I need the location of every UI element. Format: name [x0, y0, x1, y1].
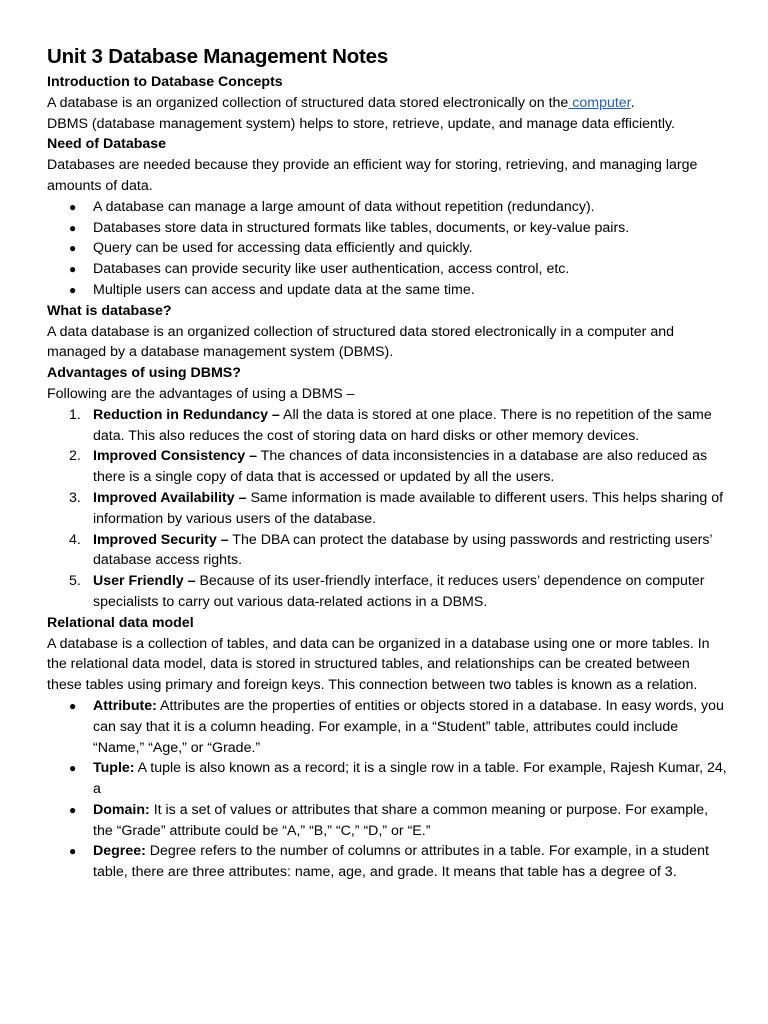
list-number: 2.	[69, 448, 81, 465]
intro-text-after-link: .	[630, 94, 635, 111]
list-item	[47, 280, 728, 301]
page-title: Unit 3 Database Management Notes	[47, 45, 389, 68]
bullet-icon: ●	[69, 761, 77, 776]
list-item-term: Improved Consistency –	[93, 448, 257, 465]
list-item	[47, 218, 728, 239]
list-item-text: Databases store data in structured formats like tables, documents, or key-value pairs.	[93, 219, 630, 236]
list-number: 5.	[69, 573, 81, 590]
section-heading-relational: Relational data model	[47, 614, 194, 631]
list-item	[47, 571, 728, 613]
intro-text-before-link: A database is an organized collection of structured data stored electronically on the	[47, 94, 569, 111]
list-item	[47, 238, 728, 259]
section-heading-need: Need of Database	[47, 136, 167, 153]
list-item-term: Improved Security –	[93, 531, 229, 548]
what-paragraph: A data database is an organized collection of structured data stored electronically in a computer and managed by a database management system (DBMS).	[47, 323, 674, 361]
advantages-numbered-list	[47, 405, 728, 613]
list-item	[47, 488, 728, 530]
relational-bullet-list	[47, 696, 728, 883]
list-item-term: Attribute:	[93, 697, 157, 714]
list-item-term: Tuple:	[93, 760, 135, 777]
list-item-term: User Friendly –	[93, 573, 196, 590]
list-item-text: Attributes are the properties of entities or objects stored in a database. In easy words, you can say that it is a column heading. For example, in a “Student” table, attributes could include “Name,” “Age,” or “Grade.”	[93, 697, 724, 756]
list-item	[47, 259, 728, 280]
list-item-text: The DBA can protect the database by using passwords and restricting users’ database access rights.	[93, 531, 713, 569]
intro-paragraph-2: DBMS (database management system) helps to store, retrieve, update, and manage data efficiently.	[47, 115, 676, 132]
list-item-text: Same information is made available to different users. This helps sharing of information by various users of the database.	[93, 489, 724, 527]
list-number: 4.	[69, 531, 81, 548]
list-item-text: The chances of data inconsistencies in a database are also reduced as there is a single copy of data that is accessed or updated by all the users.	[93, 448, 708, 486]
bullet-icon: ●	[69, 802, 77, 817]
list-item	[47, 696, 728, 758]
need-bullet-list	[47, 197, 728, 301]
list-item	[47, 758, 728, 800]
list-item	[47, 197, 728, 218]
list-item	[47, 446, 728, 488]
advantages-intro: Following are the advantages of using a DBMS –	[47, 385, 355, 402]
bullet-icon: ●	[69, 262, 77, 277]
bullet-icon: ●	[69, 698, 77, 713]
list-item-term: Domain:	[93, 801, 150, 818]
list-item	[47, 530, 728, 572]
computer-link[interactable]: computer	[568, 94, 631, 111]
section-heading-intro: Introduction to Database Concepts	[47, 74, 283, 90]
list-item-text: Multiple users can access and update data at the same time.	[93, 281, 475, 298]
bullet-icon: ●	[69, 199, 77, 214]
list-number: 3.	[69, 489, 81, 506]
list-item	[47, 841, 728, 883]
list-item-text: It is a set of values or attributes that share a common meaning or purpose. For example, the “Grade” attribute could be “A,” “B,” “C,” “D,” or “E.”	[93, 801, 709, 839]
list-item-term: Degree:	[93, 843, 146, 860]
bullet-icon: ●	[69, 282, 77, 297]
list-item-text: All the data is stored at one place. There is no repetition of the same data. This also reduces the cost of storing data on hard disks or other memory devices.	[93, 406, 712, 444]
list-number: 1.	[69, 406, 81, 423]
list-item	[47, 405, 728, 447]
relational-paragraph: A database is a collection of tables, and data can be organized in a database using one or more tables. In the relational data model, data is stored in structured tables, and relationships can be created between these tables using primary and foreign keys. This connection between two tables is known as a relation.	[47, 635, 710, 694]
list-item-text: Query can be used for accessing data efficiently and quickly.	[93, 240, 473, 257]
list-item-text: A tuple is also known as a record; it is a single row in a table. For example, Rajesh Kumar, 24, a	[93, 760, 727, 798]
list-item-text: Because of its user-friendly interface, it reduces users’ dependence on computer specialists to carry out various data-related actions in a DBMS.	[93, 573, 705, 610]
section-heading-what: What is database?	[47, 302, 172, 319]
list-item-term: Reduction in Redundancy –	[93, 406, 280, 423]
list-item-term: Improved Availability –	[93, 489, 247, 506]
bullet-icon: ●	[69, 220, 77, 235]
list-item-text: Databases can provide security like user authentication, access control, etc.	[93, 261, 570, 278]
list-item	[47, 800, 728, 842]
section-heading-advantages: Advantages of using DBMS?	[47, 365, 241, 382]
bullet-icon: ●	[69, 844, 77, 859]
need-paragraph: Databases are needed because they provide an efficient way for storing, retrieving, and managing large amounts of data.	[47, 157, 698, 194]
list-item-text: Degree refers to the number of columns or attributes in a table. For example, in a student table, there are three attributes: name, age, and grade. It means that table has a degree of 3.	[93, 843, 709, 881]
bullet-icon: ●	[69, 241, 77, 256]
list-item-text: A database can manage a large amount of data without repetition (redundancy).	[93, 198, 595, 215]
intro-paragraph-1	[47, 93, 728, 114]
